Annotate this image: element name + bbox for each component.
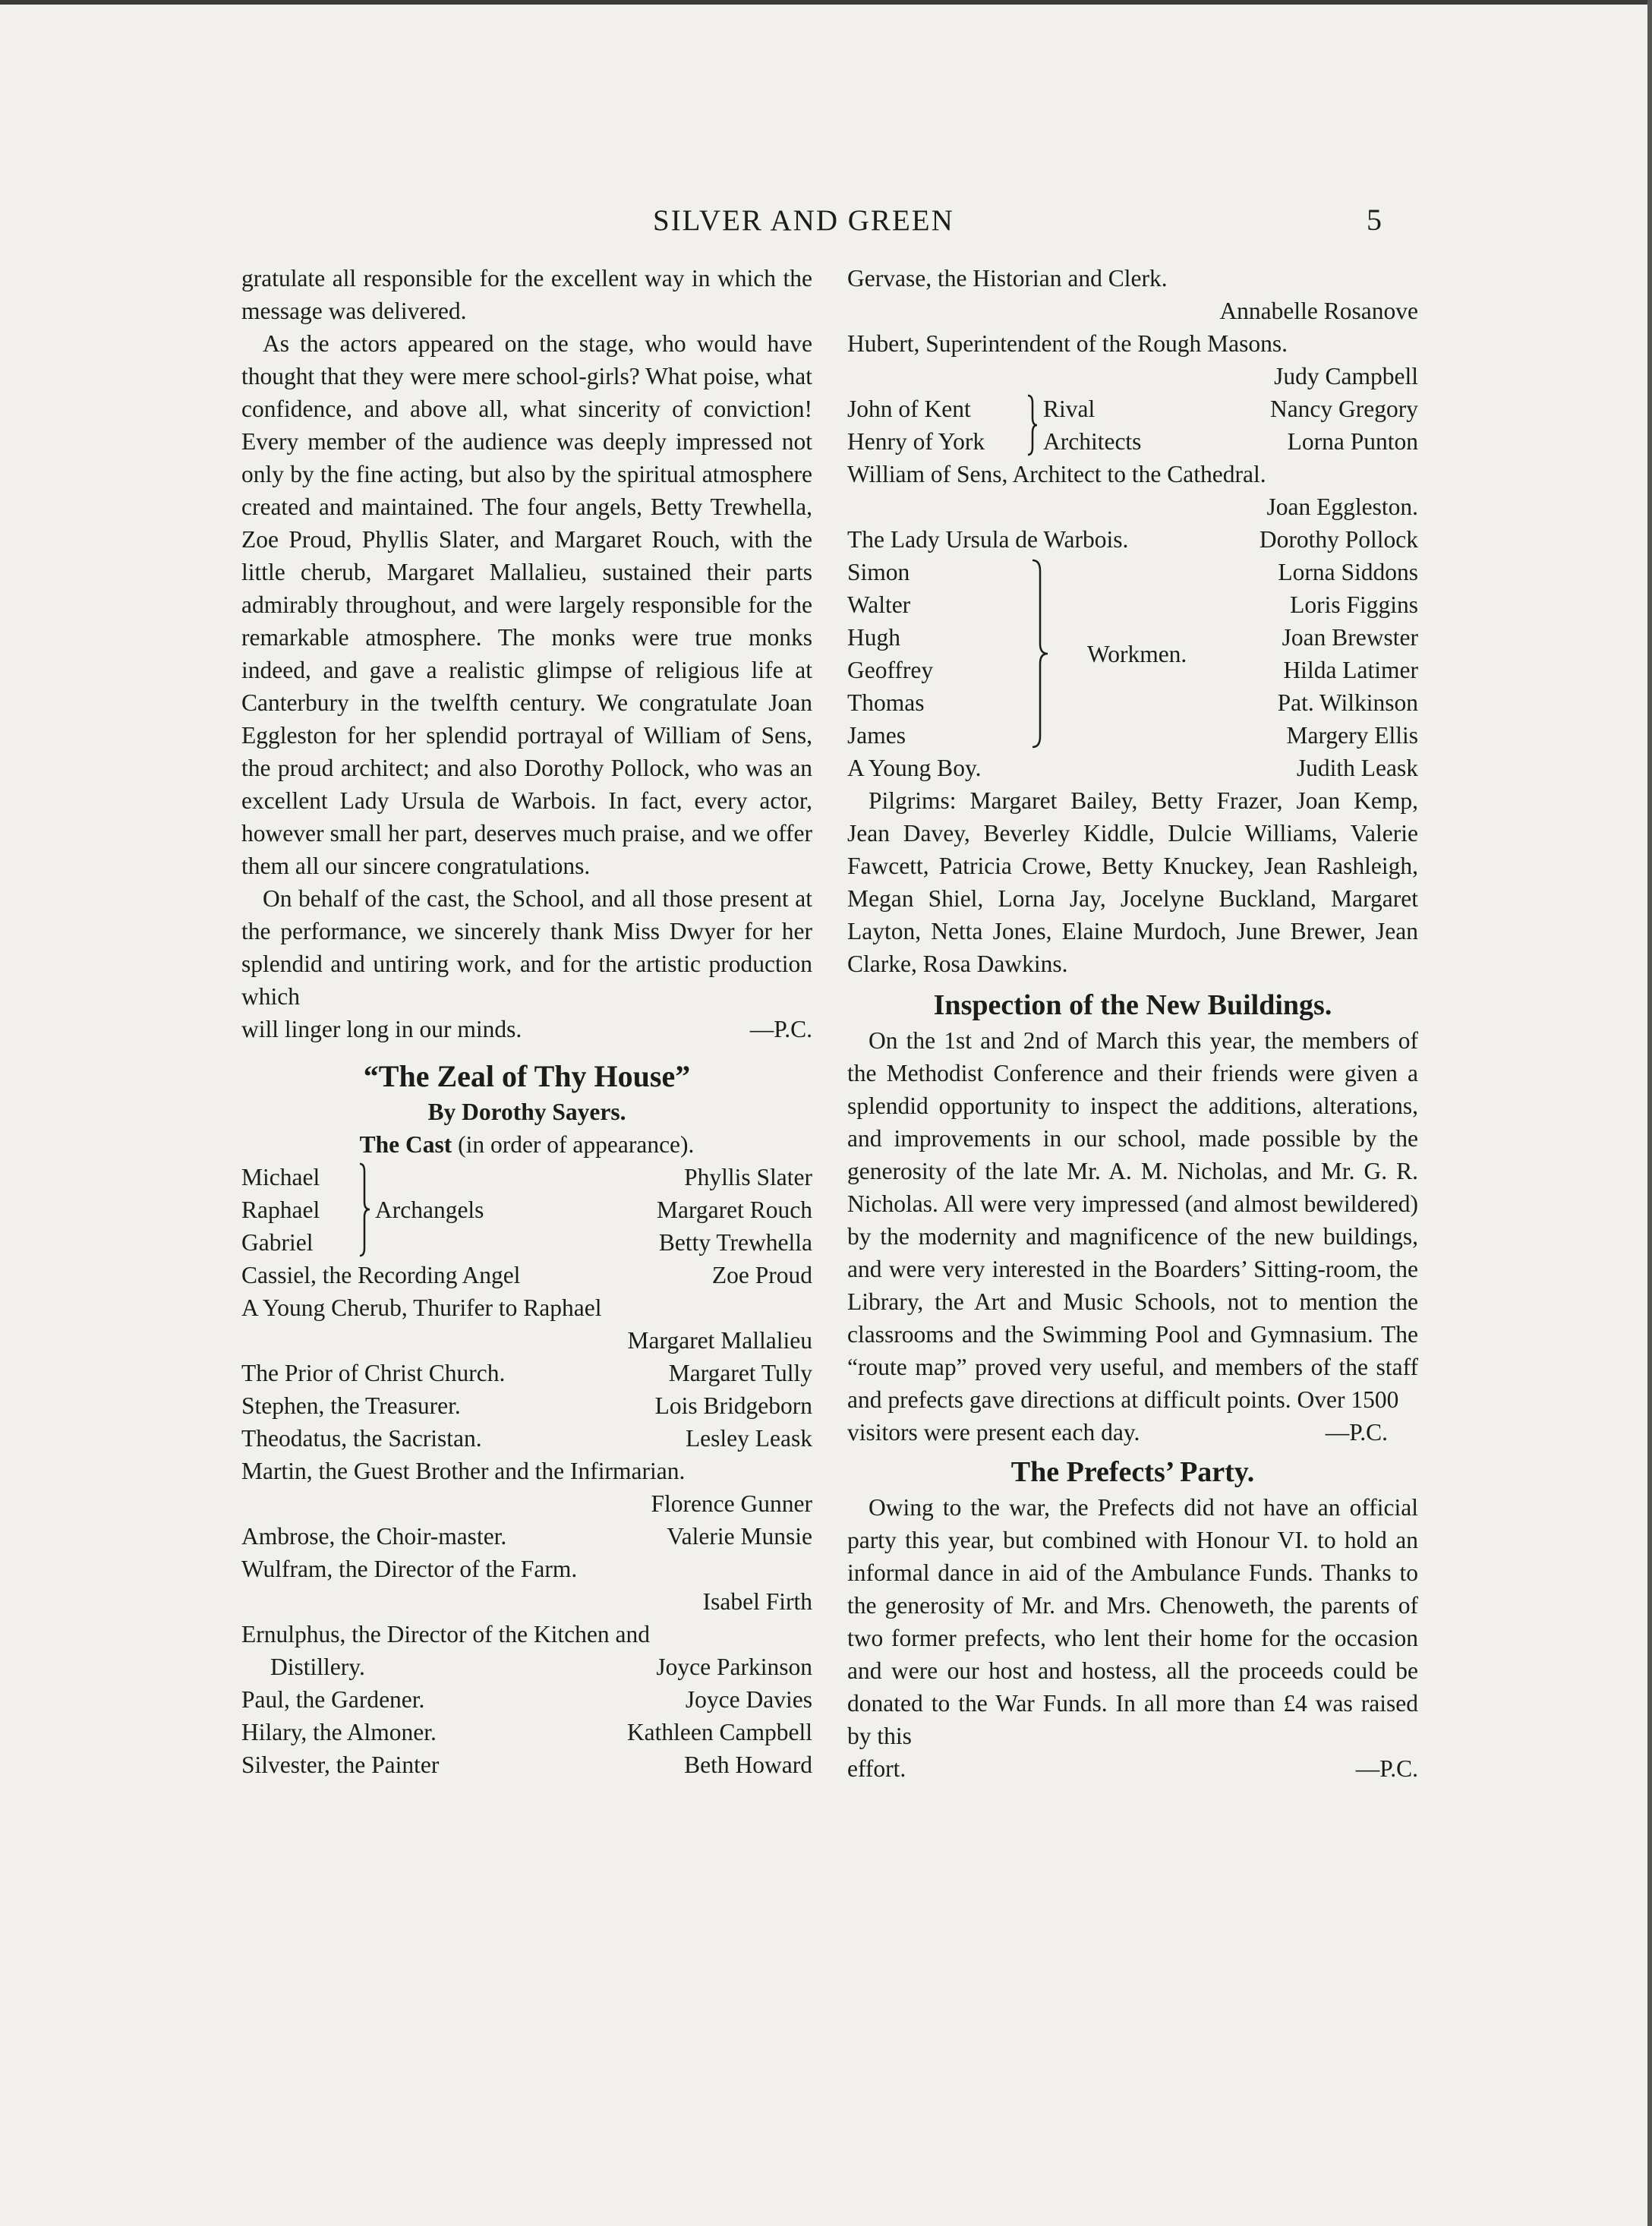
- cast-row: [241, 1651, 812, 1683]
- cast-role: Hilary, the Almoner.: [241, 1719, 437, 1745]
- cast-row: [241, 1520, 812, 1553]
- review-paragraph-1: gratulate all responsible for the excellent way in which the message was delivered.: [241, 265, 812, 324]
- inspection-closing-text: visitors were present each day.: [847, 1419, 1140, 1446]
- review-signature: —P.C.: [749, 1016, 812, 1042]
- archangels-brace: [357, 1161, 374, 1259]
- cast-row: [847, 458, 1418, 490]
- cast-note: (in order of appearance).: [458, 1131, 695, 1158]
- cast-row: [847, 490, 1418, 523]
- cast-row: [241, 1487, 812, 1520]
- cast-list-continued: [847, 262, 1418, 393]
- page-right-edge: [1647, 0, 1652, 2226]
- workmen-actors: [1187, 556, 1418, 752]
- cast-actor: Isabel Firth: [702, 1588, 812, 1615]
- workman-name: Hugh: [847, 624, 900, 651]
- cast-role: Silvester, the Painter: [241, 1751, 440, 1778]
- cast-role: Distillery.: [270, 1654, 365, 1680]
- cast-row: [241, 1357, 812, 1389]
- cast-row: [241, 1618, 812, 1651]
- cast-row: [847, 327, 1418, 360]
- workman-actor: Lorna Siddons: [1278, 559, 1418, 585]
- inspection-paragraph: On the 1st and 2nd of March this year, the members of the Methodist Conference and their friends were given a splendid opportunity to inspect the additions, alterations, and improvements in our school, made possible by the generosity of the late Mr. A. M. Nicholas, and Mr. G. R. Nicholas. All were very impressed (and almost bewildered) by the modernity and magnificence of the new buildings, and were very interested in the Boarders’ Sitting-room, the Library, the Art and Music Schools, not to mention the classrooms and the Swimming Pool and Gymnasium. The “route map” proved very useful, and members of the staff and prefects gave directions at difficult points. Over 1500: [847, 1027, 1418, 1413]
- archangels-names: [241, 1161, 357, 1259]
- cast-role: Wulfram, the Director of the Farm.: [241, 1556, 578, 1582]
- workman-name: Walter: [847, 591, 911, 618]
- cast-role: Martin, the Guest Brother and the Infirmarian.: [241, 1458, 686, 1484]
- play-title: “The Zeal of Thy House”: [363, 1059, 691, 1093]
- archangel-actor: Betty Trewhella: [658, 1229, 812, 1256]
- cast-role: Cassiel, the Recording Angel: [241, 1262, 521, 1288]
- cast-role: The Lady Ursula de Warbois.: [847, 526, 1129, 553]
- cast-actor: Lesley Leask: [685, 1425, 812, 1452]
- workman-name: Thomas: [847, 689, 925, 716]
- prefects-paragraph: Owing to the war, the Prefects did not have an official party this year, but combined with Honour VI. to hold an informal dance in aid of the Ambulance Funds. Thanks to the generosity of Mr. and Mrs. Chenoweth, the parents of two former prefects, who lent their home for the occasion and were our host and hostess, all the proceeds could be donated to the War Funds. In all more than £4 was raised by this: [847, 1494, 1418, 1749]
- architect-name: Henry of York: [847, 428, 985, 455]
- workman-actor: Loris Figgins: [1290, 591, 1418, 618]
- cast-row: [241, 1716, 812, 1748]
- cast-role: A Young Cherub, Thurifer to Raphael: [241, 1294, 602, 1321]
- archangels-group: [241, 1161, 812, 1259]
- cast-actor: Florence Gunner: [651, 1490, 812, 1517]
- pilgrims-list: Pilgrims: Margaret Bailey, Betty Frazer, Joan Kemp, Jean Davey, Beverley Kiddle, Dulcie Williams, Valerie Fawcett, Patricia Crowe, Betty Knuckey, Jean Rashleigh, Megan Shiel, Lorna Jay, Jocelyne Buckland, Margaret Layton, Netta Jones, Elaine Murdoch, June Brewer, Jean Clarke, Rosa Dawkins.: [847, 787, 1418, 977]
- workmen-brace: [1029, 556, 1052, 752]
- cast-row: [241, 1553, 812, 1585]
- cast-row: [847, 262, 1418, 295]
- cast-row: [241, 1748, 812, 1781]
- page-top-edge: [0, 0, 1652, 5]
- architect-actor: Lorna Punton: [1287, 428, 1418, 455]
- cast-actor: Dorothy Pollock: [1259, 526, 1418, 553]
- prefects-closing-text: effort.: [847, 1755, 906, 1782]
- cast-role: The Prior of Christ Church.: [241, 1360, 506, 1386]
- workman-actor: Hilda Latimer: [1283, 657, 1418, 683]
- review-closing-line: [241, 1013, 812, 1045]
- cast-actor: Joyce Parkinson: [656, 1654, 812, 1680]
- archangel-actor: Margaret Rouch: [657, 1197, 812, 1223]
- cast-role: A Young Boy.: [847, 755, 982, 781]
- prefects-signature: —P.C.: [1355, 1755, 1418, 1782]
- cast-actor: Judith Leask: [1296, 755, 1418, 781]
- right-column: [847, 262, 1418, 1785]
- cast-role: Ernulphus, the Director of the Kitchen and: [241, 1621, 650, 1647]
- cast-actor: Judy Campbell: [1274, 363, 1418, 389]
- review-paragraph-2: As the actors appeared on the stage, who would have thought that they were mere school-girls? What poise, what confidence, and above all, what sincerity of conviction! Every member of the audience was deeply impressed not only by the fine acting, but also by the spiritual atmosphere created and maintained. The four angels, Betty Trewhella, Zoe Proud, Phyllis Slater, and Margaret Rouch, with the little cherub, Margaret Mallalieu, sustained their parts admirably throughout, and were largely responsible for the remarkable atmosphere. The monks were true monks indeed, and gave a realistic glimpse of religious life at Canterbury in the twelfth century. We congratulate Joan Eggleston for her splendid portrayal of William of Sens, the proud architect; and also Dorothy Pollock, who was an excellent Lady Ursula de Warbois. In fact, every actor, however small her part, deserves much praise, and we offer them all our sincere congratulations.: [241, 330, 812, 879]
- architect-actor: Nancy Gregory: [1269, 396, 1418, 422]
- cast-list: [241, 1259, 812, 1781]
- architects-group: [847, 393, 1418, 458]
- running-title: SILVER AND GREEN: [653, 204, 954, 237]
- cast-row: [241, 1259, 812, 1291]
- cast-actor: Margaret Tully: [668, 1360, 812, 1386]
- architects-role-line: Architects: [1043, 428, 1142, 455]
- cast-actor: Valerie Munsie: [667, 1523, 812, 1550]
- archangel-name: Raphael: [241, 1197, 320, 1223]
- cast-row: [241, 1585, 812, 1618]
- cast-role: Stephen, the Treasurer.: [241, 1392, 461, 1419]
- cast-actor: Annabelle Rosanove: [1219, 298, 1418, 324]
- cast-actor: Joyce Davies: [685, 1686, 812, 1713]
- cast-list-leads: [847, 458, 1418, 556]
- archangel-name: Gabriel: [241, 1229, 314, 1256]
- cast-role: Hubert, Superintendent of the Rough Masons.: [847, 330, 1288, 357]
- workmen-role: Workmen.: [1087, 640, 1187, 667]
- review-paragraph-3: On behalf of the cast, the School, and all those present at the performance, we sincerely thank Miss Dwyer for her splendid and untiring work, and for the artistic production which: [241, 885, 812, 1010]
- workman-actor: Pat. Wilkinson: [1277, 689, 1418, 716]
- architects-brace: [1023, 393, 1040, 458]
- archangel-name: Michael: [241, 1164, 320, 1190]
- archangels-actors: [484, 1161, 812, 1259]
- play-author: By Dorothy Sayers.: [427, 1099, 626, 1125]
- inspection-closing-line: [847, 1416, 1418, 1449]
- architects-role-line: Rival: [1043, 396, 1096, 422]
- cast-row: [241, 1324, 812, 1357]
- cast-actor: Zoe Proud: [711, 1262, 812, 1288]
- workman-name: James: [847, 722, 906, 749]
- workmen-names: [847, 556, 1029, 752]
- review-closing-text: will linger long in our minds.: [241, 1016, 522, 1042]
- left-column: [241, 262, 812, 1781]
- workman-actor: Margery Ellis: [1286, 722, 1418, 749]
- cast-row: [241, 1389, 812, 1422]
- cast-heading: [241, 1128, 812, 1161]
- cast-row: [241, 1455, 812, 1487]
- cast-role: William of Sens, Architect to the Cathedral.: [847, 461, 1266, 487]
- workman-name: Simon: [847, 559, 910, 585]
- cast-actor: Margaret Mallalieu: [627, 1327, 812, 1354]
- cast-role: Ambrose, the Choir-master.: [241, 1523, 507, 1550]
- cast-row: [847, 523, 1418, 556]
- cast-row-young-boy: [847, 752, 1418, 784]
- cast-actor: Beth Howard: [684, 1751, 812, 1778]
- cast-role: Gervase, the Historian and Clerk.: [847, 265, 1168, 292]
- architects-names: [847, 393, 1023, 458]
- cast-row: [241, 1683, 812, 1716]
- architect-name: John of Kent: [847, 396, 971, 422]
- inspection-signature: —P.C.: [1325, 1419, 1388, 1446]
- cast-actor: Joan Eggleston.: [1266, 493, 1418, 520]
- cast-role: Paul, the Gardener.: [241, 1686, 425, 1713]
- archangels-role: Archangels: [375, 1197, 484, 1223]
- cast-role: Theodatus, the Sacristan.: [241, 1425, 482, 1452]
- cast-row: [847, 360, 1418, 393]
- cast-actor: Lois Bridgeborn: [654, 1392, 812, 1419]
- workman-actor: Joan Brewster: [1282, 624, 1418, 651]
- archangel-actor: Phyllis Slater: [684, 1164, 812, 1190]
- cast-row: [241, 1422, 812, 1455]
- workmen-group: [847, 556, 1418, 752]
- cast-row: [241, 1291, 812, 1324]
- architects-actors: [1141, 393, 1418, 458]
- page-number: 5: [1367, 203, 1382, 237]
- prefects-heading: The Prefects’ Party.: [1010, 1456, 1255, 1488]
- workman-name: Geoffrey: [847, 657, 934, 683]
- cast-actor: Kathleen Campbell: [626, 1719, 812, 1745]
- architects-role: [1040, 393, 1141, 458]
- cast-label: The Cast: [359, 1131, 452, 1158]
- cast-row: [847, 295, 1418, 327]
- prefects-closing-line: [847, 1752, 1418, 1785]
- inspection-heading: Inspection of the New Buildings.: [933, 989, 1332, 1021]
